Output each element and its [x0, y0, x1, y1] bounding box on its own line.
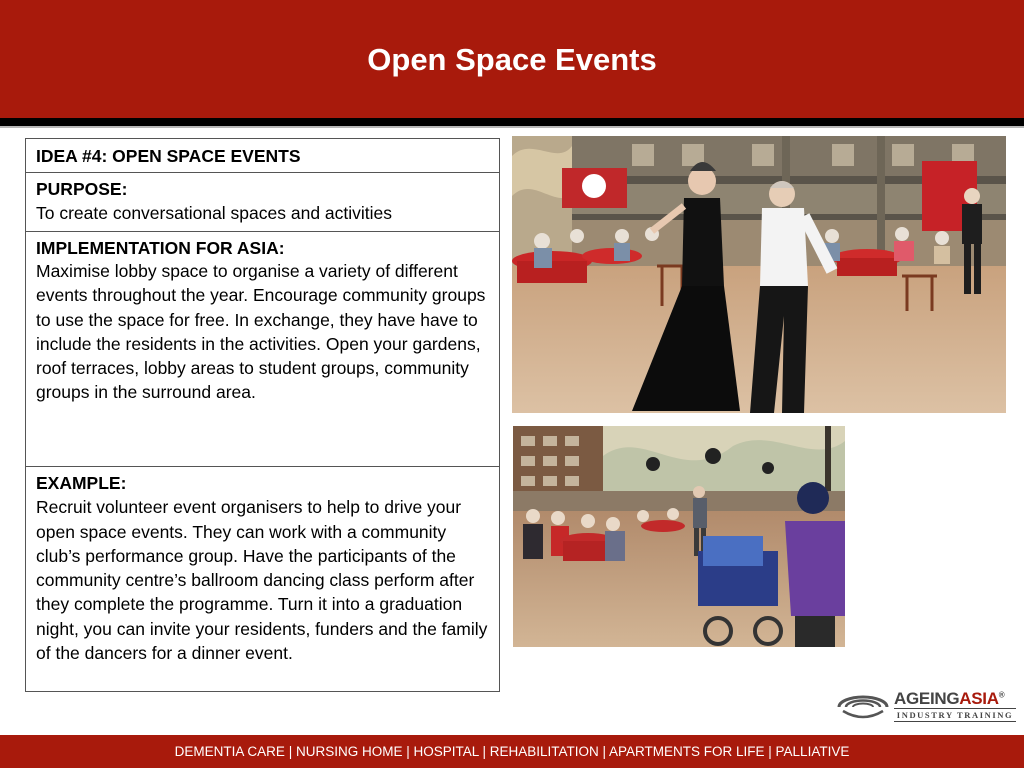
logo-brand-text: [894, 689, 1004, 709]
example-text: Recruit volunteer event organisers to help to drive your open space events. They can work with a community club’s performance group. Have the participants of the community centre’s ballroom dancing class perform after they complete the programme. Turn it into a graduation night, you can invite your residents, funders and the family of the dancers for a dinner event.: [36, 497, 488, 664]
example-heading: EXAMPLE:: [36, 473, 127, 493]
ageingasia-logo: [837, 689, 1019, 723]
header-divider-shadow: [0, 126, 1024, 128]
logo-swoosh-icon: [837, 689, 889, 723]
lobby-photo-image: [513, 426, 845, 647]
purpose-cell: [26, 173, 499, 232]
example-cell: [26, 467, 499, 691]
slide-title: Open Space Events: [367, 42, 657, 77]
dancing-photo-image: [512, 136, 1006, 413]
idea-table: [25, 138, 500, 692]
logo-brand-accent: ASIA: [959, 689, 999, 708]
idea-title: IDEA #4: OPEN SPACE EVENTS: [36, 146, 301, 166]
logo-tagline: INDUSTRY TRAINING: [894, 708, 1016, 722]
purpose-text: To create conversational spaces and activities: [36, 203, 393, 224]
header-divider: [0, 118, 1024, 126]
footer-bar: [0, 735, 1024, 768]
implementation-cell: [26, 232, 499, 467]
implementation-heading: IMPLEMENTATION FOR ASIA:: [36, 238, 285, 258]
dancing-photo: [512, 136, 1006, 413]
footer-text: DEMENTIA CARE | NURSING HOME | HOSPITAL | REHABILITATION | APARTMENTS FOR LIFE | PALLIATIVE: [174, 744, 850, 759]
header-bar: [0, 0, 1024, 118]
implementation-text: Maximise lobby space to organise a variety of different events throughout the year. Encourage community groups to use the space for free. In exchange, they have have to include the residents in the activities. Open your gardens, roof terraces, lobby areas to student groups, community groups in the surround area.: [36, 261, 486, 403]
purpose-heading: PURPOSE:: [36, 179, 128, 199]
lobby-photo: [513, 426, 845, 647]
logo-brand-main: AGEING: [894, 689, 960, 708]
logo-registered-mark: ®: [998, 690, 1005, 700]
idea-title-cell: [26, 139, 499, 173]
